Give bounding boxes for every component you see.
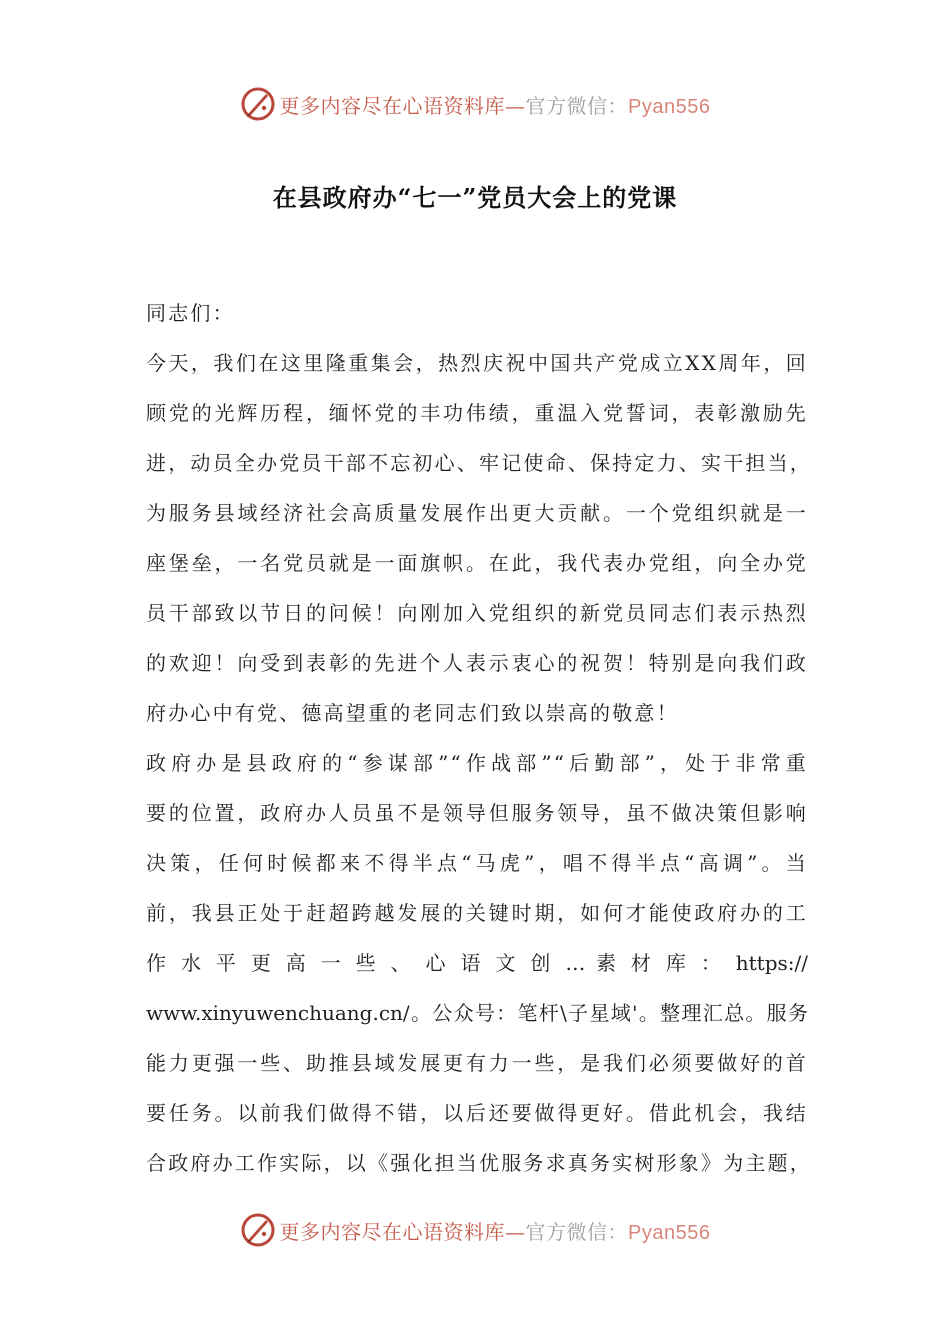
header-wechat-label: 官方微信： bbox=[525, 93, 629, 118]
body-line: 同志们： bbox=[146, 301, 235, 325]
body-line: 座堡垒，一名党员就是一面旗帜。在此，我代表办党组，向全办党 bbox=[146, 551, 808, 575]
body-line: 今天，我们在这里隆重集会，热烈庆祝中国共产党成立XX周年，回 bbox=[146, 351, 808, 375]
header-site-text: 更多内容尽在心语资料库 bbox=[279, 93, 506, 118]
footer-banner bbox=[0, 1208, 950, 1252]
body-line: 顾党的光辉历程，缅怀党的丰功伟绩，重温入党誓词，表彰激励先 bbox=[146, 401, 808, 425]
body-line: 为服务县域经济社会高质量发展作出更大贡献。一个党组织就是一 bbox=[146, 501, 808, 525]
body-line: 能力更强一些、助推县域发展更有力一些，是我们必须要做好的首 bbox=[146, 1051, 808, 1075]
body-line: www.xinyuwenchuang.cn/。公众号：笔杆\子星域'。整理汇总。服务 bbox=[146, 1001, 808, 1025]
body-line: 的欢迎！向受到表彰的先进个人表示衷心的祝贺！特别是向我们政 bbox=[146, 651, 808, 675]
body-line: 前，我县正处于赶超跨越发展的关键时期，如何才能使政府办的工 bbox=[146, 901, 808, 925]
quill-logo-icon bbox=[240, 86, 276, 122]
header-wechat-id: Pyan556 bbox=[628, 95, 711, 118]
document-title: 在县政府办“七一”党员大会上的党课 bbox=[272, 183, 678, 212]
footer-wechat-label: 官方微信： bbox=[525, 1219, 629, 1244]
body-line: 要任务。以前我们做得不错，以后还要做得更好。借此机会，我结 bbox=[146, 1101, 808, 1125]
body-line: 员干部致以节日的问候！向刚加入党组织的新党员同志们表示热烈 bbox=[146, 601, 808, 625]
body-line: 政府办是县政府的“参谋部”“作战部”“后勤部”，处于非常重 bbox=[146, 751, 808, 775]
body-line: 要的位置，政府办人员虽不是领导但服务领导，虽不做决策但影响 bbox=[146, 801, 808, 825]
header-dash: — bbox=[505, 93, 526, 118]
header-text bbox=[280, 90, 711, 119]
footer-text bbox=[280, 1216, 711, 1245]
document-body bbox=[146, 288, 812, 1188]
body-line: 决策，任何时候都来不得半点“马虎”，唱不得半点“高调”。当 bbox=[146, 851, 808, 875]
body-line: 府办心中有党、德高望重的老同志们致以崇高的敬意！ bbox=[146, 701, 679, 725]
header-banner bbox=[0, 82, 950, 126]
quill-logo-icon bbox=[240, 1212, 276, 1248]
body-line: 合政府办工作实际，以《强化担当优服务求真务实树形象》为主题， bbox=[146, 1151, 812, 1175]
footer-wechat-id: Pyan556 bbox=[628, 1221, 711, 1244]
body-line: 进，动员全办党员干部不忘初心、牢记使命、保持定力、实干担当， bbox=[146, 451, 812, 475]
body-line: 作 水 平 更 高 一 些 、 心 语 文 创 … 素 材 库 ： https:// bbox=[146, 951, 808, 975]
footer-dash: — bbox=[505, 1219, 526, 1244]
footer-site-text: 更多内容尽在心语资料库 bbox=[279, 1219, 506, 1244]
